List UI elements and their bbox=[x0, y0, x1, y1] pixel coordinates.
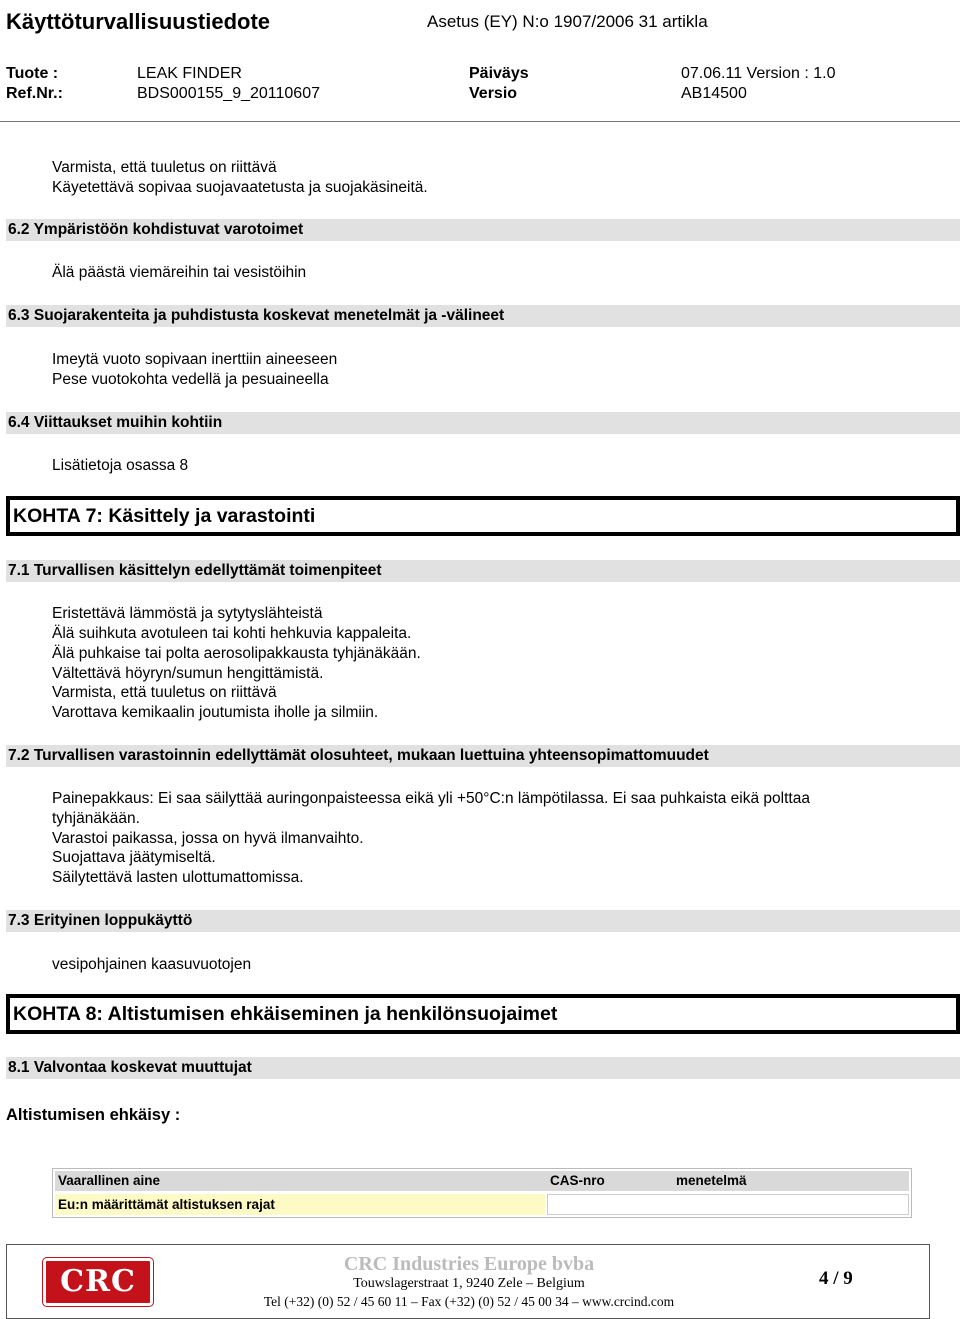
exposure-table bbox=[52, 1168, 912, 1218]
text-line: tyhjänäkään. bbox=[52, 810, 140, 827]
page-number: 4 / 9 bbox=[819, 1268, 853, 1289]
subsection-heading-7-1: 7.1 Turvallisen käsittelyn edellyttämät toimenpiteet bbox=[6, 560, 960, 582]
subsection-heading-7-3: 7.3 Erityinen loppukäyttö bbox=[6, 910, 960, 932]
section-heading-7 bbox=[6, 496, 960, 536]
text-line: Älä suihkuta avotuleen tai kohti hehkuvia kappaleita. bbox=[52, 625, 412, 642]
text-line: Älä päästä viemäreihin tai vesistöihin bbox=[52, 264, 307, 281]
logo-text: CRC bbox=[60, 1264, 136, 1299]
date-value: 07.06.11 Version : 1.0 bbox=[681, 65, 836, 82]
text-line: Pese vuotokohta vedellä ja pesuaineella bbox=[52, 371, 329, 388]
table-row-empty-cell bbox=[547, 1194, 909, 1215]
section-heading-8 bbox=[6, 994, 960, 1034]
company-contact: Tel (+32) (0) 52 / 45 60 11 – Fax (+32) (0) 52 / 45 00 34 – www.crcind.com bbox=[263, 1294, 675, 1309]
date-label: Päiväys bbox=[469, 65, 529, 82]
text-line: Suojattava jäätymiseltä. bbox=[52, 849, 216, 866]
subsection-heading-6-2: 6.2 Ympäristöön kohdistuvat varotoimet bbox=[6, 219, 960, 241]
intro-line: Varmista, että tuuletus on riittävä bbox=[52, 159, 277, 176]
subsection-heading-6-3: 6.3 Suojarakenteita ja puhdistusta koskevat menetelmät ja -välineet bbox=[6, 305, 960, 327]
text-line: Varastoi paikassa, jossa on hyvä ilmanvaihto. bbox=[52, 830, 364, 847]
exposure-label: Altistumisen ehkäisy : bbox=[6, 1106, 181, 1124]
text-line: Eristettävä lämmöstä ja sytytyslähteistä bbox=[52, 605, 323, 622]
product-value: LEAK FINDER bbox=[137, 65, 242, 82]
text-line: Imeytä vuoto sopivaan inerttiin aineeseen bbox=[52, 351, 338, 368]
section-title: KOHTA 7: Käsittely ja varastointi bbox=[10, 500, 956, 532]
table-row-label: Eu:n määrittämät altistuksen rajat bbox=[55, 1194, 545, 1215]
company-address: Touwslagerstraat 1, 9240 Zele – Belgium bbox=[353, 1276, 585, 1291]
version-label: Versio bbox=[469, 85, 518, 102]
text-line: Lisätietoja osassa 8 bbox=[52, 457, 189, 474]
company-name: CRC Industries Europe bvba bbox=[343, 1253, 595, 1275]
subsection-heading-7-2: 7.2 Turvallisen varastoinnin edellyttämät olosuhteet, mukaan luettuina yhteensopimattomuudet bbox=[6, 745, 960, 767]
text-line: Älä puhkaise tai polta aerosolipakkausta tyhjänäkään. bbox=[52, 645, 421, 662]
subsection-heading-6-4: 6.4 Viittaukset muihin kohtiin bbox=[6, 412, 960, 434]
section-title: KOHTA 8: Altistumisen ehkäiseminen ja henkilönsuojaimet bbox=[10, 998, 956, 1030]
header-divider bbox=[0, 121, 960, 122]
subsection-heading-8-1: 8.1 Valvontaa koskevat muuttujat bbox=[6, 1057, 960, 1079]
ref-label: Ref.Nr.: bbox=[6, 85, 63, 102]
intro-line: Käyetettävä sopivaa suojavaatetusta ja suojakäsineitä. bbox=[52, 179, 428, 196]
text-line: vesipohjainen kaasuvuotojen bbox=[52, 956, 252, 973]
product-label: Tuote : bbox=[6, 65, 59, 82]
version-value: AB14500 bbox=[681, 85, 747, 102]
text-line: Varmista, että tuuletus on riittävä bbox=[52, 684, 277, 701]
table-header-cell: menetelmä bbox=[676, 1173, 747, 1188]
text-line: Painepakkaus: Ei saa säilyttää auringonpaisteessa eikä yli +50°C:n lämpötilassa. Ei saa puhkaista eikä polttaa bbox=[52, 790, 810, 807]
page-footer bbox=[6, 1244, 930, 1319]
text-line: Säilytettävä lasten ulottumattomissa. bbox=[52, 869, 304, 886]
text-line: Varottava kemikaalin joutumista iholle ja silmiin. bbox=[52, 704, 379, 721]
document-title: Käyttöturvallisuustiedote bbox=[6, 9, 271, 34]
table-header-row bbox=[55, 1171, 909, 1191]
regulation-reference: Asetus (EY) N:o 1907/2006 31 artikla bbox=[427, 12, 708, 31]
ref-value: BDS000155_9_20110607 bbox=[137, 85, 320, 102]
text-line: Vältettävä höyryn/sumun hengittämistä. bbox=[52, 665, 324, 682]
table-header-cell: Vaarallinen aine bbox=[58, 1173, 161, 1188]
table-header-cell: CAS-nro bbox=[550, 1173, 605, 1188]
